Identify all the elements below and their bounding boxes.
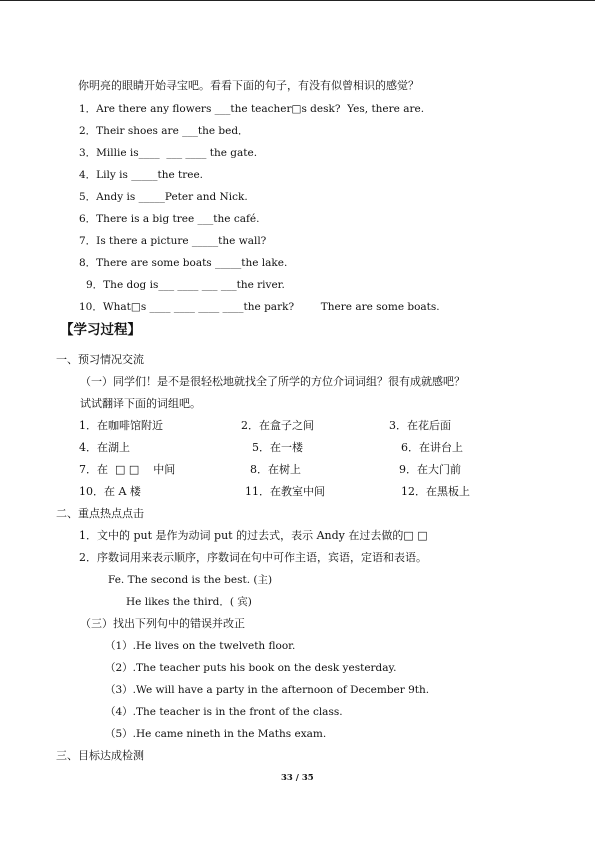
sentence-7: 7．Is there a picture _____the wall? <box>79 235 267 247</box>
part2-title: 二、重点热点点击 <box>56 507 144 520</box>
sentence-1: 1．Are there any flowers ___the teacher□s desk? Yes, there are. <box>79 103 425 115</box>
part2-point1: 1．文中的 put 是作为动词 put 的过去式，表示 Andy 在过去做的□ □ <box>79 529 428 542</box>
part1-lead2: 试试翻译下面的词组吧。 <box>80 397 201 410</box>
error-sentence-4: （4）.The teacher is in the front of the class. <box>105 706 343 718</box>
error-sentence-2: （2）.The teacher puts his book on the desk yesterday. <box>105 662 397 674</box>
part2-example2: He likes the third．( 宾) <box>126 596 252 608</box>
sentence-5: 5．Andy is _____Peter and Nick. <box>79 191 248 203</box>
phrase-5: 5．在一楼 <box>252 441 303 454</box>
phrase-2: 2．在盒子之间 <box>241 419 314 432</box>
phrase-10: 10．在 A 楼 <box>79 485 141 498</box>
page-number: 33 / 35 <box>281 773 314 783</box>
part2-point2: 2．序数词用来表示顺序，序数词在句中可作主语，宾语，定语和表语。 <box>79 551 427 564</box>
phrase-7: 7．在 □ □ 中间 <box>79 463 176 476</box>
sentence-4: 4．Lily is _____the tree. <box>79 169 204 181</box>
part3-title: 三、目标达成检测 <box>56 749 144 762</box>
phrase-6: 6．在讲台上 <box>401 441 463 454</box>
page-top-rule <box>0 0 595 1</box>
part2-subtitle: （三）找出下列句中的错误并改正 <box>80 617 245 630</box>
error-sentence-3: （3）.We will have a party in the afternoon of December 9th. <box>105 684 430 696</box>
phrase-11: 11．在教室中间 <box>245 485 325 498</box>
section-title: 【学习过程】 <box>60 322 141 338</box>
sentence-6: 6．There is a big tree ___the café. <box>79 213 260 225</box>
part1-title: 一、预习情况交流 <box>56 353 144 366</box>
phrase-3: 3．在花后面 <box>389 419 451 432</box>
error-sentence-1: （1）.He lives on the twelveth floor. <box>105 640 296 652</box>
sentence-3: 3．Millie is____ ___ ____ the gate. <box>79 147 258 159</box>
sentence-9: 9．The dog is___ ____ ___ ___the river. <box>86 279 285 291</box>
sentence-10: 10．What□s ____ ____ ____ ____the park? There are some boats. <box>79 301 440 313</box>
sentence-8: 8．There are some boats _____the lake. <box>79 257 288 269</box>
error-sentence-5: （5）.He came nineth in the Maths exam. <box>105 728 327 740</box>
part2-example1: Fe. The second is the best. (主) <box>108 574 273 586</box>
sentence-2: 2．Their shoes are ___the bed． <box>79 125 249 137</box>
phrase-8: 8．在树上 <box>250 463 301 476</box>
part1-lead1: （一）同学们！是不是很轻松地就找全了所学的方位介词词组？很有成就感吧？ <box>80 375 465 388</box>
intro-text: 你明亮的眼睛开始寻宝吧。看看下面的句子，有没有似曾相识的感觉？ <box>78 79 419 92</box>
phrase-4: 4．在湖上 <box>79 441 130 454</box>
phrase-9: 9．在大门前 <box>399 463 461 476</box>
phrase-1: 1．在咖啡馆附近 <box>79 419 163 432</box>
phrase-12: 12．在黑板上 <box>401 485 470 498</box>
